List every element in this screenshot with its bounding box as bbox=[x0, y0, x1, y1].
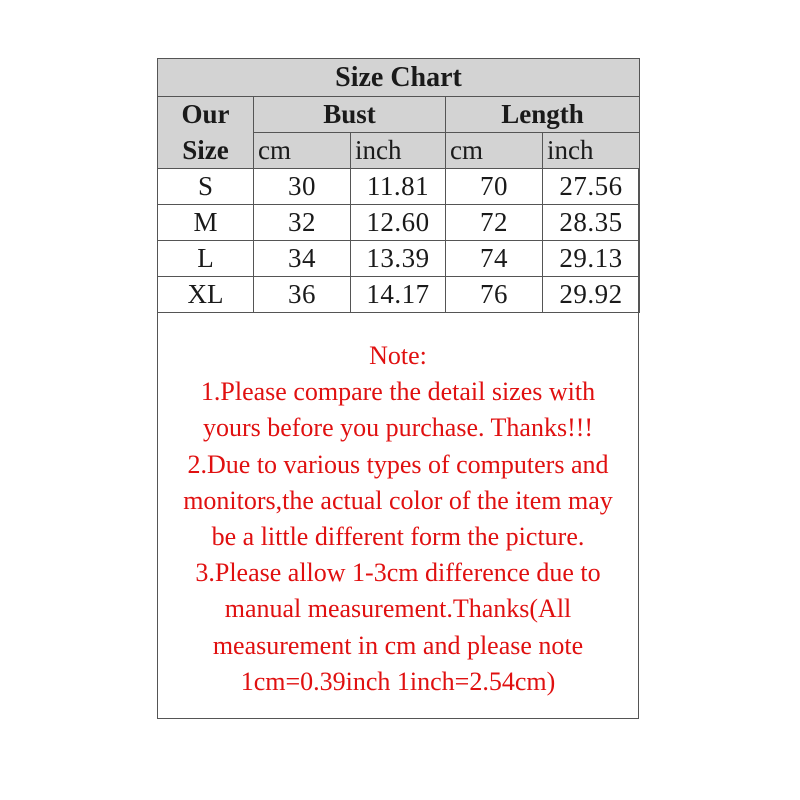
bust-inch-cell: 13.39 bbox=[351, 241, 446, 277]
our-size-header bbox=[158, 97, 254, 169]
note-line: yours before you purchase. Thanks!!! bbox=[202, 413, 594, 443]
note-line: manual measurement.Thanks(All bbox=[224, 594, 572, 624]
length-inch-cell: 29.92 bbox=[543, 277, 640, 313]
bust-cm-cell: 34 bbox=[254, 241, 351, 277]
length-header: Length bbox=[446, 97, 640, 133]
size-cell: S bbox=[158, 169, 254, 205]
length-cm-unit: cm bbox=[446, 133, 543, 169]
bust-cm-cell: 30 bbox=[254, 169, 351, 205]
size-chart-table bbox=[157, 58, 640, 313]
size-cell: XL bbox=[158, 277, 254, 313]
length-inch-cell: 29.13 bbox=[543, 241, 640, 277]
chart-title: Size Chart bbox=[158, 59, 640, 97]
title-row bbox=[158, 59, 640, 97]
length-cm-cell: 70 bbox=[446, 169, 543, 205]
length-inch-unit: inch bbox=[543, 133, 640, 169]
bust-inch-unit: inch bbox=[351, 133, 446, 169]
bust-header: Bust bbox=[254, 97, 446, 133]
length-cm-cell: 74 bbox=[446, 241, 543, 277]
header-row bbox=[158, 97, 640, 133]
bust-inch-cell: 14.17 bbox=[351, 277, 446, 313]
note-line: 1.Please compare the detail sizes with bbox=[200, 377, 596, 407]
note-line: measurement in cm and please note bbox=[212, 630, 584, 660]
note-line: 2.Due to various types of computers and bbox=[187, 449, 609, 479]
bust-cm-cell: 36 bbox=[254, 277, 351, 313]
length-inch-cell: 28.35 bbox=[543, 205, 640, 241]
note-line: 1cm=0.39inch 1inch=2.54cm) bbox=[240, 666, 556, 696]
note-line: 3.Please allow 1-3cm difference due to bbox=[195, 558, 601, 588]
our-size-line2: Size bbox=[182, 134, 229, 165]
bust-inch-cell: 12.60 bbox=[351, 205, 446, 241]
length-cm-cell: 72 bbox=[446, 205, 543, 241]
note-block bbox=[157, 338, 639, 700]
note-line: be a little different form the picture. bbox=[211, 522, 585, 552]
size-cell: L bbox=[158, 241, 254, 277]
table-row bbox=[158, 205, 640, 241]
length-inch-cell: 27.56 bbox=[543, 169, 640, 205]
bust-cm-unit: cm bbox=[254, 133, 351, 169]
table-row bbox=[158, 169, 640, 205]
table-row bbox=[158, 241, 640, 277]
table-row bbox=[158, 277, 640, 313]
size-cell: M bbox=[158, 205, 254, 241]
length-cm-cell: 76 bbox=[446, 277, 543, 313]
bust-cm-cell: 32 bbox=[254, 205, 351, 241]
bust-inch-cell: 11.81 bbox=[351, 169, 446, 205]
note-line: monitors,the actual color of the item may bbox=[183, 485, 613, 515]
note-heading: Note: bbox=[369, 341, 427, 370]
our-size-line1: Our bbox=[181, 99, 230, 130]
